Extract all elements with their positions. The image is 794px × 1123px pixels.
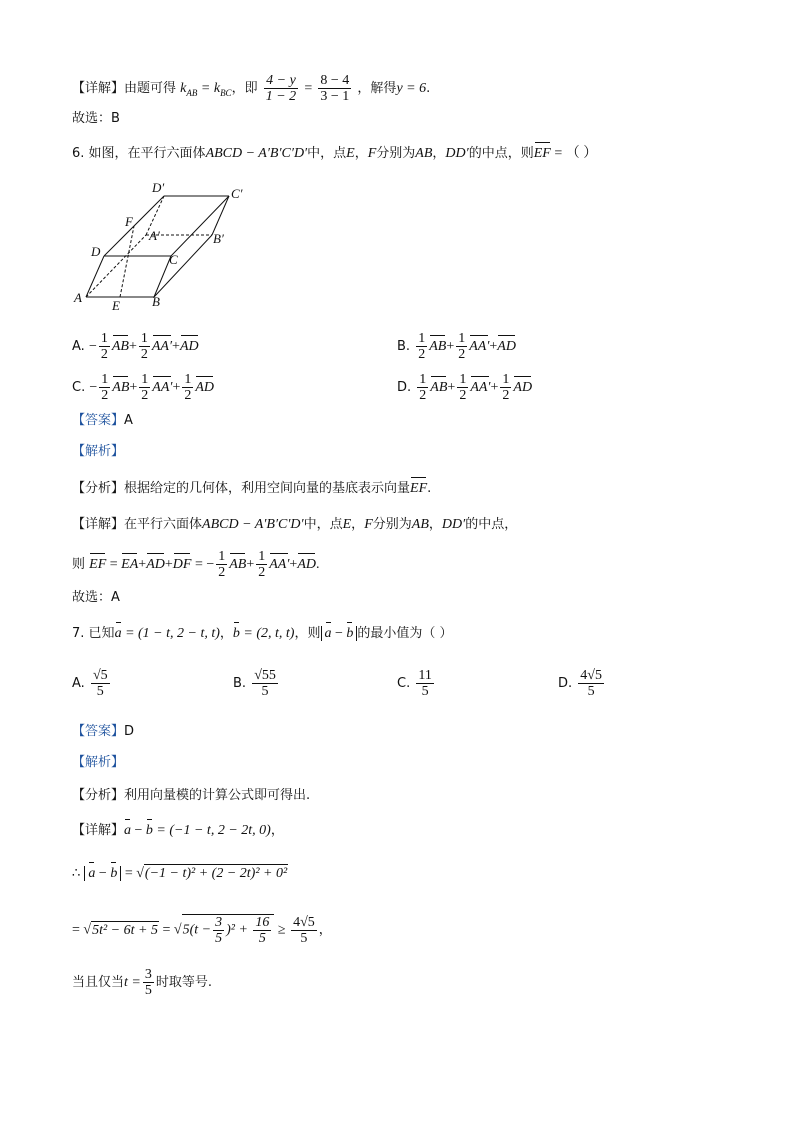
question-number: 6. [72, 146, 85, 161]
parallelepiped-figure [70, 178, 250, 313]
label-d-prime: D′ [152, 180, 165, 195]
label-f: F [125, 214, 133, 229]
q6-option-c[interactable]: C. − $\frac{1}{2}$ AB+ $\frac{1}{2}$ AA′+ $\frac{1}{2}$ AD [72, 372, 215, 403]
q6-stem: 6. 如图，在平行六面体ABCD − A′B′C′D′中，点E，F分别为AB，DD′的中点，则EF = （ ） [72, 146, 598, 161]
q6-option-d[interactable]: D. $\frac{1}{2}$ AB+ $\frac{1}{2}$ AA′+ $\frac{1}{2}$ AD [397, 372, 533, 403]
vector-ef: EF [533, 146, 551, 161]
q7-modulus-eq: ∴ a − b = √(−1 − t)² + (2 − 2t)² + 0² [72, 866, 288, 881]
label-a: A [74, 290, 82, 305]
detail-tag: 【详解】 [72, 81, 125, 96]
q7-answer: 【答案】D [72, 724, 135, 739]
detail-text: ，即 [231, 81, 258, 96]
detail-text: 由题可得 [124, 81, 177, 96]
label-e: E [112, 298, 120, 313]
q6-fenxi: 【分析】根据给定的几何体，利用空间向量的基底表示向量EF. [72, 481, 432, 496]
label-c-prime: C′ [231, 186, 243, 201]
question-number: 7. [72, 626, 85, 641]
label-c: C [169, 252, 178, 267]
q6-answer: 【答案】A [72, 413, 133, 428]
q7-fenxi: 【分析】利用向量模的计算公式即可得出. [72, 788, 311, 803]
slope-eq: $k_{AB} = k_{BC}$ [180, 81, 232, 98]
q7-option-b[interactable]: B. $\frac{√55}{5}$ [233, 668, 276, 699]
label-b: B [152, 294, 160, 309]
q7-stem: 7. 已知a = (1 − t, 2 − t, t)，b = (2, t, t)，则 a − b 的最小值为（ ） [72, 626, 453, 641]
q7-option-d[interactable]: D. $\frac{4√5}{5}$ [558, 668, 602, 699]
q5-detail-line: 【详解】由题可得 $k_{AB} = k_{BC}$，即 $\frac{4 - y}{1 - 2}$ = $\frac{8 - 4}{3 - 1}$ ，解得y = 6. [72, 73, 431, 104]
result-eq: y = 6 [396, 81, 427, 96]
q6-detail: 【详解】在平行六面体ABCD − A′B′C′D′中，点E，F分别为AB，DD′的中点， [72, 517, 518, 532]
detail-text: ，解得 [357, 81, 397, 96]
q6-option-a[interactable]: A. − $\frac{1}{2}$ AB+ $\frac{1}{2}$ AA′+AD [72, 331, 199, 362]
label-b-prime: B′ [213, 231, 224, 246]
q7-min-eq: = √5t² − 6t + 5 = √5(t − $\frac{3}{5}$ )² + $\frac{16}{5}$ ≥ $\frac{4√5}{5}$ ， [72, 914, 332, 946]
label-a-prime: A′ [149, 228, 160, 243]
q7-option-c[interactable]: C. $\frac{11}{5}$ [397, 668, 432, 699]
fraction: $\frac{8 - 4}{3 - 1}$ [320, 73, 350, 104]
q7-detail: 【详解】a − b = (−1 − t, 2 − 2t, 0)， [72, 823, 284, 838]
q6-choice: 故选：A [72, 590, 120, 605]
q7-final: 当且仅当t = $\frac{3}{5}$ 时取等号. [72, 967, 212, 998]
q6-option-b[interactable]: B. $\frac{1}{2}$ AB+ $\frac{1}{2}$ AA′+AD [397, 331, 516, 362]
q6-analysis-tag: 【解析】 [72, 444, 125, 459]
q6-detail-eq: 则 EF = EA+AD+DF = − $\frac{1}{2}$ AB+ $\frac{1}{2}$ AA′+AD. [72, 549, 320, 580]
label-d: D [91, 244, 101, 259]
q7-analysis-tag: 【解析】 [72, 755, 125, 770]
q7-option-a[interactable]: A. $\frac{√5}{5}$ [72, 668, 108, 699]
q5-choice: 故选：B [72, 111, 120, 126]
fraction: $\frac{4 - y}{1 - 2}$ [265, 73, 297, 104]
